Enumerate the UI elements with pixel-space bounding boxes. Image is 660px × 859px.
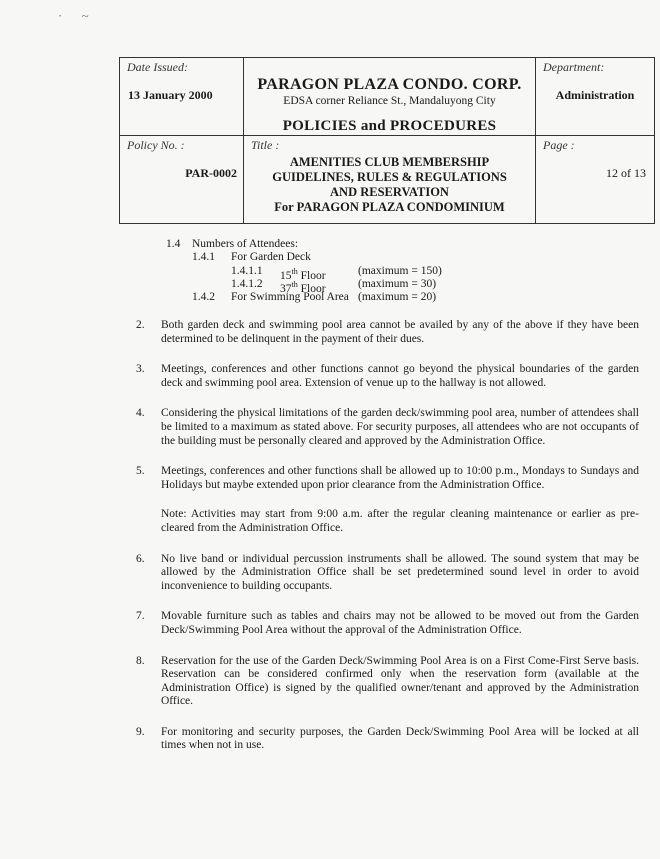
floor-37-maximum: (maximum = 30)	[358, 277, 437, 290]
rule-note: Note: Activities may start from 9:00 a.m. after the regular cleaning maintenance or earlier as pre-cleared from the Administration Office.	[161, 508, 639, 534]
section-number: 1.4.2	[192, 291, 215, 304]
rule-item	[136, 655, 639, 709]
department-cell	[536, 58, 655, 136]
section-number: 1.4.1.1	[231, 264, 263, 277]
policies-heading: POLICIES and PROCEDURES	[282, 118, 497, 134]
section-number: 1.4	[166, 238, 181, 250]
scan-marks: · ~	[58, 8, 97, 23]
title-line: For PARAGON PLAZA CONDOMINIUM	[274, 200, 505, 214]
rule-number: 8.	[136, 654, 145, 667]
page-cell	[536, 136, 655, 224]
rule-item	[136, 726, 639, 753]
rule-text: Reservation for the use of the Garden Deck/Swimming Pool Area is on a First Come-First Serve basis. Reservation can be considered confirmed only when the reservation form (available at the Administration Office) is signed by the qualified owner/tenant and approved by the Administration Office.	[161, 654, 639, 708]
title-label: Title :	[251, 138, 280, 152]
page-value: 12 of 13	[606, 166, 646, 180]
rule-number: 6.	[136, 552, 145, 565]
floor-ordinal: 37	[280, 282, 292, 295]
rule-number: 2.	[136, 319, 145, 331]
rule-number: 3.	[136, 363, 145, 376]
title-line: GUIDELINES, RULES & REGULATIONS	[272, 170, 507, 184]
rule-text: No live band or individual percussion instruments shall be allowed. The sound system that may be allowed by the Administration Office shall be set predetermined sound level in order to avoid inconvenience to building occupants.	[161, 552, 639, 592]
title-cell	[244, 136, 536, 224]
date-issued-cell	[120, 58, 244, 136]
rule-item	[136, 553, 639, 594]
floor-15-maximum: (maximum = 150)	[358, 264, 442, 277]
rule-text: Movable furniture such as tables and chairs may not be allowed to be moved out from the Garden Deck/Swimming Pool Area without the approval of the Administration Office.	[161, 610, 639, 636]
document-header-table	[119, 57, 655, 224]
policy-no-cell	[120, 136, 244, 224]
rule-item	[136, 363, 639, 390]
rule-item	[136, 319, 639, 346]
attendees-heading: Numbers of Attendees:	[192, 238, 299, 250]
page-label: Page :	[543, 138, 575, 152]
company-address: EDSA corner Reliance St., Mandaluyong City	[283, 95, 496, 107]
date-issued-value: 13 January 2000	[128, 88, 213, 102]
rule-text: Considering the physical limitations of the garden deck/swimming pool area, number of attendees shall be limited to a maximum as stated above. For security purposes, all attendees who are not occupants of the building must be personally cleared and approved by the Administration Office.	[161, 407, 639, 447]
garden-deck-label: For Garden Deck	[231, 251, 311, 264]
rule-text: Meetings, conferences and other functions shall be allowed up to 10:00 p.m., Mondays to Sundays and Holidays but maybe extended upon prior clearance from the Administration Office.	[161, 465, 639, 491]
floor-word: Floor	[300, 269, 326, 282]
rule-number: 5.	[136, 465, 145, 478]
rule-item	[136, 407, 639, 448]
company-name: PARAGON PLAZA CONDO. CORP.	[257, 76, 522, 93]
rule-text: Meetings, conferences and other functions cannot go beyond the physical boundaries of the garden deck and swimming pool area. Extension of venue up to the hallway is not allowed.	[161, 363, 639, 389]
department-label: Department:	[543, 60, 605, 74]
title-line: AND RESERVATION	[330, 185, 449, 199]
policy-no-label: Policy No. :	[127, 138, 185, 152]
rules-list	[136, 319, 639, 753]
company-cell	[244, 58, 536, 136]
rule-number: 7.	[136, 610, 145, 623]
swimming-pool-maximum: (maximum = 20)	[358, 291, 437, 304]
rule-item	[136, 610, 639, 637]
section-number: 1.4.1	[192, 251, 215, 264]
floor-ordinal: 15	[280, 269, 292, 282]
ordinal-suffix: th	[291, 266, 298, 276]
policy-no-value: PAR-0002	[185, 166, 237, 180]
swimming-pool-label: For Swimming Pool Area	[231, 291, 349, 304]
rule-number: 4.	[136, 407, 145, 420]
floor-word: Floor	[300, 282, 326, 295]
date-issued-label: Date Issued:	[127, 60, 188, 74]
rule-item	[136, 465, 639, 535]
section-number: 1.4.1.2	[231, 277, 263, 290]
rule-text: Both garden deck and swimming pool area cannot be availed by any of the above if they have been determined to be delinquent in the payment of their dues.	[161, 319, 639, 345]
rule-text: For monitoring and security purposes, the Garden Deck/Swimming Pool Area will be locked at all times when not in use.	[161, 725, 639, 752]
rule-number: 9.	[136, 725, 145, 738]
title-line: AMENITIES CLUB MEMBERSHIP	[289, 155, 490, 169]
ordinal-suffix: th	[291, 279, 298, 289]
policy-title	[244, 155, 535, 215]
department-value: Administration	[555, 88, 635, 102]
